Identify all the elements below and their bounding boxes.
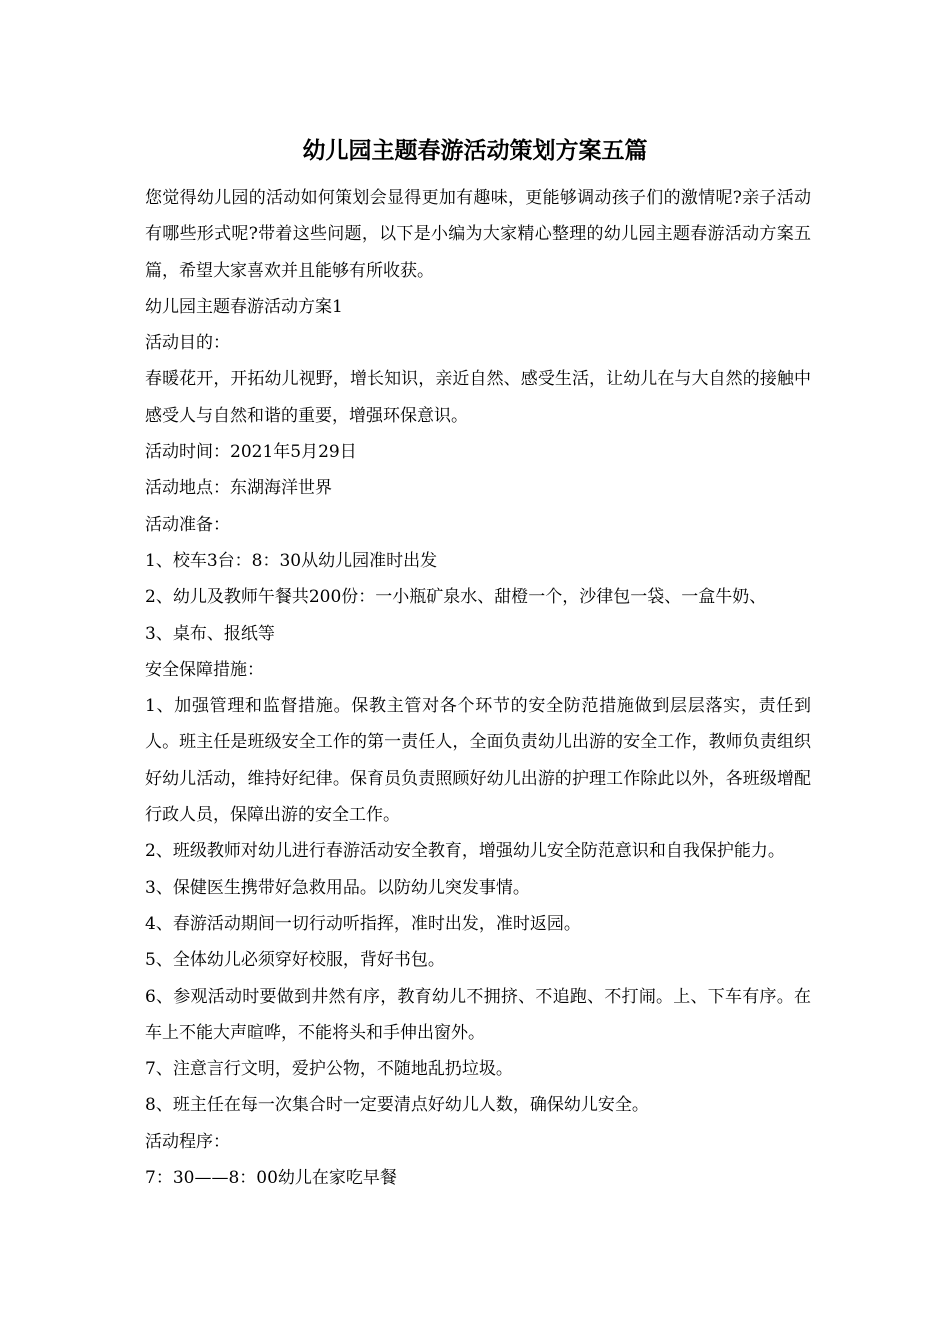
list-item: 1、加强管理和监督措施。保教主管对各个环节的安全防范措施做到层层落实，责任到人。班主任是班级安全工作的第一责任人，全面负责幼儿出游的安全工作，教师负责组织好幼儿活动，维持好纪律。保育员负责照顾好幼儿出游的护理工作除此以外，各班级增配行政人员，保障出游的安全工作。 [145, 696, 811, 826]
activity-location: 活动地点：东湖海洋世界 [145, 478, 332, 499]
list-item: 7、注意言行文明，爱护公物，不随地乱扔垃圾。 [145, 1059, 513, 1080]
list-item: 2、幼儿及教师午餐共200份：一小瓶矿泉水、甜橙一个，沙律包一袋、一盒牛奶、 [145, 587, 767, 608]
list-item: 4、春游活动期间一切行动听指挥，准时出发，准时返园。 [145, 913, 581, 934]
schedule-item: 7：30——8：00幼儿在家吃早餐 [145, 1168, 397, 1189]
list-item: 2、班级教师对幼儿进行春游活动安全教育，增强幼儿安全防范意识和自我保护能力。 [145, 841, 785, 862]
label-activity-preparation: 活动准备： [145, 514, 230, 535]
list-item: 3、保健医生携带好急救用品。以防幼儿突发事情。 [145, 877, 530, 898]
list-item: 1、校车3台：8：30从幼儿园准时出发 [145, 550, 438, 571]
list-item: 8、班主任在每一次集合时一定要清点好幼儿人数，确保幼儿安全。 [145, 1095, 649, 1116]
section-heading: 幼儿园主题春游活动方案1 [145, 296, 343, 317]
activity-time: 活动时间：2021年5月29日 [145, 442, 357, 463]
intro-paragraph: 您觉得幼儿园的活动如何策划会显得更加有趣味，更能够调动孩子们的激情呢?亲子活动有哪些形式呢?带着这些问题，以下是小编为大家精心整理的幼儿园主题春游活动方案五篇，希望大家喜欢并且能够有所收获。 [145, 188, 811, 281]
list-item: 3、桌布、报纸等 [145, 623, 275, 644]
label-activity-goal: 活动目的： [145, 333, 230, 354]
label-safety-measures: 安全保障措施： [145, 659, 264, 680]
paragraph: 春暖花开，开拓幼儿视野，增长知识，亲近自然、感受生活，让幼儿在与大自然的接触中感受人与自然和谐的重要，增强环保意识。 [145, 369, 811, 426]
document-title: 幼儿园主题春游活动策划方案五篇 [302, 137, 648, 164]
list-item: 5、全体幼儿必须穿好校服，背好书包。 [145, 950, 445, 971]
label-activity-program: 活动程序： [145, 1131, 230, 1152]
document-body [145, 180, 811, 1196]
list-item: 6、参观活动时要做到井然有序，教育幼儿不拥挤、不追跑、不打闹。上、下车有序。在车上不能大声暄哗，不能将头和手伸出窗外。 [145, 986, 811, 1043]
